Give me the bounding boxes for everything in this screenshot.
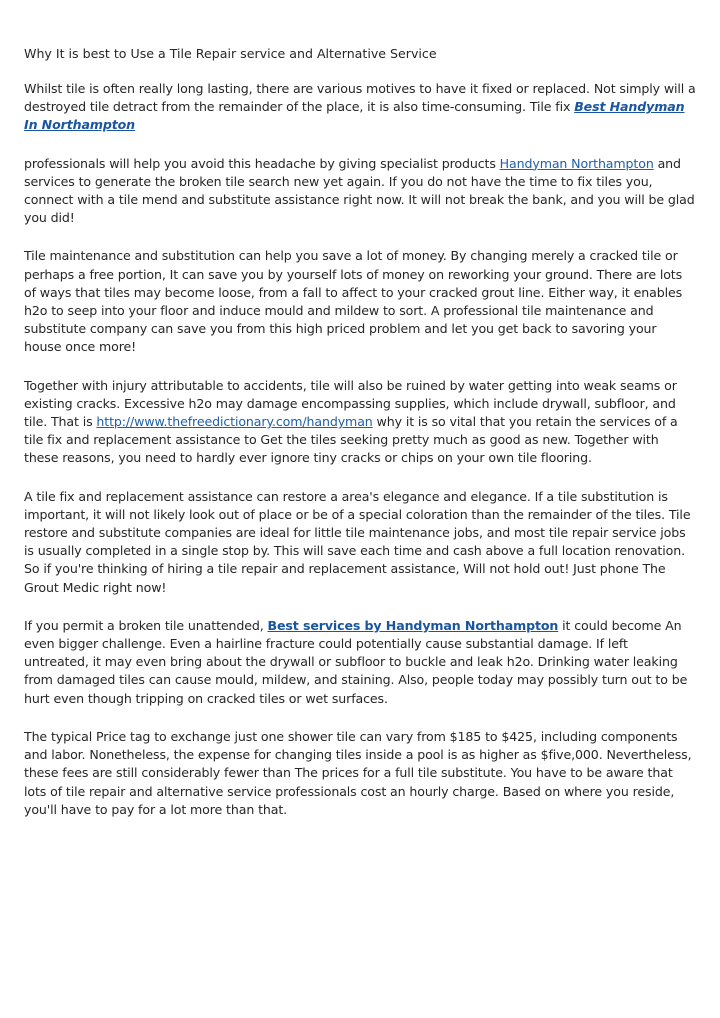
paragraph-2-text-before: professionals will help you avoid this headache by giving specialist products <box>24 155 500 171</box>
paragraph-5: A tile fix and replacement assistance can restore a area's elegance and elegance. If a tile substitution is important, it will not likely look out of place or be of a special coloration than the remainder of the tiles. Tile restore and substitute companies are ideal for little tile maintenance jobs, and most tile repair service jobs is usually completed in a single stop by. This will save each time and cash above a full location renovation. So if you're thinking of hiring a tile repair and replacement assistance, Will not hold out! Just phone The Grout Medic right now! <box>24 488 691 595</box>
best-handyman-in-northampton-link[interactable]: Best Handyman In Northampton <box>24 99 685 133</box>
paragraph-6-text-after: it could become An even bigger challenge. Even a hairline fracture could potentially cause substantial damage. If left untreated, it may even bring about the drywall or subfloor to buckle and leak h2o. Drinking water leaking from damaged tiles can cause mould, mildew, and staining. Also, people today may possibly turn out to be hurt even though tripping on cracked tiles or wet surfaces. <box>24 617 688 706</box>
paragraph-1-text: Whilst tile is often really long lasting, there are various motives to have it fixed or replaced. Not simply will a destroyed tile detract from the remainder of the place, it is also time-consuming. Tile fix <box>24 81 696 115</box>
handyman-northampton-link[interactable]: Handyman Northampton <box>499 155 654 171</box>
paragraph-4-text-after: why it is so vital that you retain the services of a tile fix and replacement assistance to Get the tiles seeking pretty much as good as new. Together with these reasons, you need to hardly ever ignore tiny cracks or chips on your own tile flooring. <box>24 414 678 466</box>
paragraph-6-text-before: If you permit a broken tile unattended, <box>24 617 268 633</box>
paragraph-2 <box>24 155 696 228</box>
paragraph-1 <box>24 80 696 135</box>
paragraph-7: The typical Price tag to exchange just one shower tile can vary from $185 to $425, including components and labor. Nonetheless, the expense for changing tiles inside a pool is as higher as $five,000. Nevertheless, these fees are still considerably fewer than The prices for a full tile substitute. You have to be aware that lots of tile repair and alternative service professionals cost an hourly charge. Based on where you reside, you'll have to pay for a lot more than that. <box>24 728 692 817</box>
freedictionary-link[interactable]: http://www.thefreedictionary.com/handyman <box>96 414 373 430</box>
paragraph-4 <box>24 377 696 468</box>
paragraph-4-text-before: Together with injury attributable to accidents, tile will also be ruined by water getting into weak seams or existing cracks. Excessive h2o may damage encompassing supplies, which include drywall, subfloor, and tile. That is <box>24 377 677 430</box>
paragraph-6 <box>24 617 696 708</box>
paragraph-3: Tile maintenance and substitution can help you save a lot of money. By changing merely a cracked tile or perhaps a free portion, It can save you by yourself lots of money on reworking your ground. There are lots of ways that tiles may become loose, from a fall to affect to your cracked grout line. Either way, it enables h2o to seep into your floor and induce mould and mildew to sort. A professional tile maintenance and substitute company can save you from this high priced problem and let you get back to savoring your house once more! <box>24 248 683 355</box>
page-title: Why It is best to Use a Tile Repair service and Alternative Service <box>24 46 437 61</box>
best-services-handyman-link[interactable]: Best services by Handyman Northampton <box>267 617 559 633</box>
paragraph-2-text-after: and services to generate the broken tile search new yet again. If you do not have the time to fix tiles you, connect with a tile mend and substitute assistance right now. It will not break the bank, and you will be glad you did! <box>24 155 695 226</box>
